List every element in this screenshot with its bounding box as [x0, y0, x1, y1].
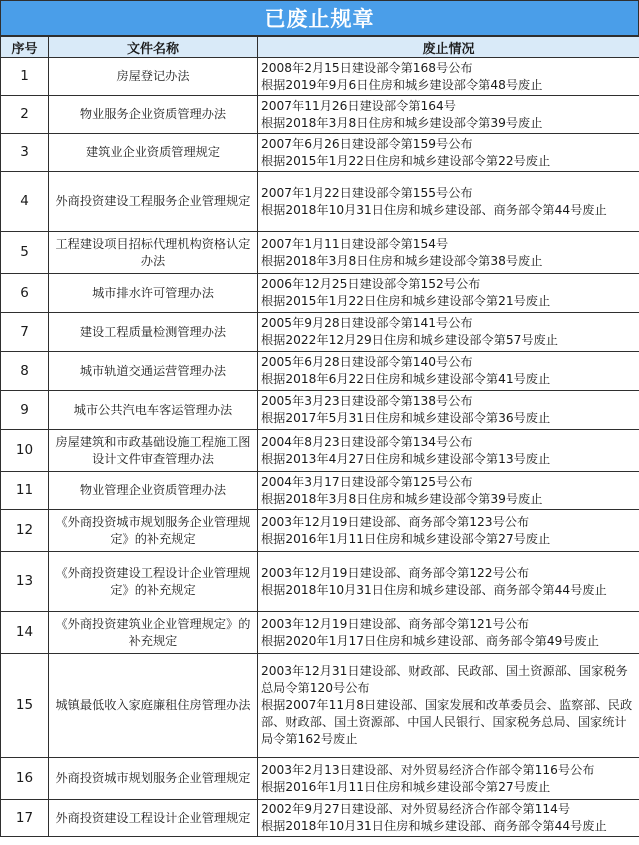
published-line: 2007年1月11日建设部令第154号: [261, 236, 449, 251]
row-number: 12: [1, 510, 49, 552]
row-number: 16: [1, 758, 49, 800]
table-row: [1, 313, 639, 352]
table-row: [1, 58, 639, 96]
repealed-line: 根据2018年10月31日住房和城乡建设部、商务部令第44号废止: [261, 202, 607, 217]
repeal-status: [258, 612, 639, 654]
repealed-line: 根据2017年5月31日住房和城乡建设部令第36号废止: [261, 411, 551, 425]
repeal-status: [258, 552, 639, 612]
table-row: [1, 274, 639, 313]
repealed-line: 根据2018年3月8日住房和城乡建设部令第38号废止: [261, 253, 543, 268]
published-line: 2005年3月23日建设部令第138号公布: [261, 394, 473, 408]
row-number: 6: [1, 274, 49, 313]
table-row: [1, 352, 639, 391]
document-name: 城市轨道交通运营管理办法: [49, 352, 258, 391]
published-line: 2004年3月17日建设部令第125号公布: [261, 474, 473, 489]
document-name: 城市公共汽电车客运管理办法: [49, 391, 258, 430]
document-name: 工程建设项目招标代理机构资格认定办法: [49, 232, 258, 274]
row-number: 15: [1, 654, 49, 758]
published-line: 2003年12月31日建设部、财政部、民政部、国土资源部、国家税务总局令第120号公布: [261, 664, 628, 695]
repeal-status: [258, 232, 639, 274]
document-name: 房屋建筑和市政基础设施工程施工图设计文件审查管理办法: [49, 430, 258, 472]
repealed-line: 根据2018年10月31日住房和城乡建设部、商务部令第44号废止: [261, 582, 607, 597]
published-line: 2005年6月28日建设部令第140号公布: [261, 355, 473, 369]
table-row: [1, 232, 639, 274]
repealed-line: 根据2022年12月29日住房和城乡建设部令第57号废止: [261, 333, 558, 347]
repealed-line: 根据2018年3月8日住房和城乡建设部令第39号废止: [261, 491, 543, 506]
header-status: 废止情况: [258, 37, 639, 58]
repeal-status: [258, 510, 639, 552]
page-title: 已废止规章: [0, 0, 639, 36]
row-number: 5: [1, 232, 49, 274]
published-line: 2003年12月19日建设部、商务部令第122号公布: [261, 565, 530, 580]
repealed-line: 根据2016年1月11日住房和城乡建设部令第27号废止: [261, 531, 551, 546]
table-row: [1, 472, 639, 510]
header-no: 序号: [1, 37, 49, 58]
table-body: [1, 58, 639, 837]
row-number: 4: [1, 172, 49, 232]
table-row: [1, 758, 639, 800]
published-line: 2007年11月26日建设部令第164号: [261, 98, 456, 113]
document-name: 外商投资城市规划服务企业管理规定: [49, 758, 258, 800]
table-row: [1, 654, 639, 758]
document-name: 《外商投资建筑业企业管理规定》的补充规定: [49, 612, 258, 654]
row-number: 3: [1, 134, 49, 172]
header-row: [1, 37, 639, 58]
published-line: 2005年9月28日建设部令第141号公布: [261, 316, 473, 330]
row-number: 13: [1, 552, 49, 612]
repealed-line: 根据2013年4月27日住房和城乡建设部令第13号废止: [261, 451, 551, 466]
table-row: [1, 391, 639, 430]
table-row: [1, 800, 639, 837]
row-number: 10: [1, 430, 49, 472]
published-line: 2008年2月15日建设部令第168号公布: [261, 60, 473, 75]
row-number: 14: [1, 612, 49, 654]
table-row: [1, 430, 639, 472]
row-number: 2: [1, 96, 49, 134]
table-row: [1, 510, 639, 552]
repealed-line: 根据2015年1月22日住房和城乡建设部令第22号废止: [261, 153, 551, 168]
repealed-line: 根据2018年6月22日住房和城乡建设部令第41号废止: [261, 372, 551, 386]
document-name: 城镇最低收入家庭廉租住房管理办法: [49, 654, 258, 758]
repealed-line: 根据2020年1月17日住房和城乡建设部、商务部令第49号废止: [261, 633, 599, 648]
published-line: 2007年1月22日建设部令第155号公布: [261, 185, 473, 200]
repeal-status: [258, 352, 639, 391]
table-row: [1, 96, 639, 134]
row-number: 7: [1, 313, 49, 352]
repeal-status: [258, 274, 639, 313]
table-row: [1, 612, 639, 654]
document-name: 外商投资建设工程服务企业管理规定: [49, 172, 258, 232]
document-name: 物业管理企业资质管理办法: [49, 472, 258, 510]
repealed-rules-table: [0, 36, 639, 837]
document-name: 建筑业企业资质管理规定: [49, 134, 258, 172]
document-name: 《外商投资城市规划服务企业管理规定》的补充规定: [49, 510, 258, 552]
published-line: 2002年9月27日建设部、对外贸易经济合作部令第114号: [261, 802, 571, 816]
repealed-line: 根据2016年1月11日住房和城乡建设部令第27号废止: [261, 779, 551, 794]
document-name: 物业服务企业资质管理办法: [49, 96, 258, 134]
published-line: 2006年12月25日建设部令第152号公布: [261, 277, 481, 291]
repeal-status: [258, 172, 639, 232]
document-name: 建设工程质量检测管理办法: [49, 313, 258, 352]
repeal-status: [258, 758, 639, 800]
repeal-status: [258, 96, 639, 134]
table-row: [1, 172, 639, 232]
header-name: 文件名称: [49, 37, 258, 58]
row-number: 1: [1, 58, 49, 96]
row-number: 8: [1, 352, 49, 391]
published-line: 2007年6月26日建设部令第159号公布: [261, 136, 473, 151]
published-line: 2003年12月19日建设部、商务部令第123号公布: [261, 514, 530, 529]
repealed-line: 根据2007年11月8日建设部、国家发展和改革委员会、监察部、民政部、财政部、国土资源部、中国人民银行、国家税务总局、国家统计局令第162号废止: [261, 698, 633, 746]
repealed-line: 根据2018年3月8日住房和城乡建设部令第39号废止: [261, 115, 543, 130]
repeal-status: [258, 313, 639, 352]
repealed-line: 根据2019年9月6日住房和城乡建设部令第48号废止: [261, 77, 543, 92]
repeal-status: [258, 430, 639, 472]
repealed-line: 根据2015年1月22日住房和城乡建设部令第21号废止: [261, 294, 551, 308]
repeal-status: [258, 472, 639, 510]
repeal-status: [258, 654, 639, 758]
document-name: 房屋登记办法: [49, 58, 258, 96]
repeal-status: [258, 58, 639, 96]
table-row: [1, 134, 639, 172]
row-number: 9: [1, 391, 49, 430]
row-number: 11: [1, 472, 49, 510]
repeal-status: [258, 800, 639, 837]
published-line: 2003年12月19日建设部、商务部令第121号公布: [261, 616, 530, 631]
table-row: [1, 552, 639, 612]
document-name: 外商投资建设工程设计企业管理规定: [49, 800, 258, 837]
document-name: 《外商投资建设工程设计企业管理规定》的补充规定: [49, 552, 258, 612]
row-number: 17: [1, 800, 49, 837]
document-name: 城市排水许可管理办法: [49, 274, 258, 313]
published-line: 2004年8月23日建设部令第134号公布: [261, 434, 473, 449]
published-line: 2003年2月13日建设部、对外贸易经济合作部令第116号公布: [261, 762, 595, 777]
repeal-status: [258, 134, 639, 172]
repealed-line: 根据2018年10月31日住房和城乡建设部、商务部令第44号废止: [261, 819, 607, 833]
repeal-status: [258, 391, 639, 430]
